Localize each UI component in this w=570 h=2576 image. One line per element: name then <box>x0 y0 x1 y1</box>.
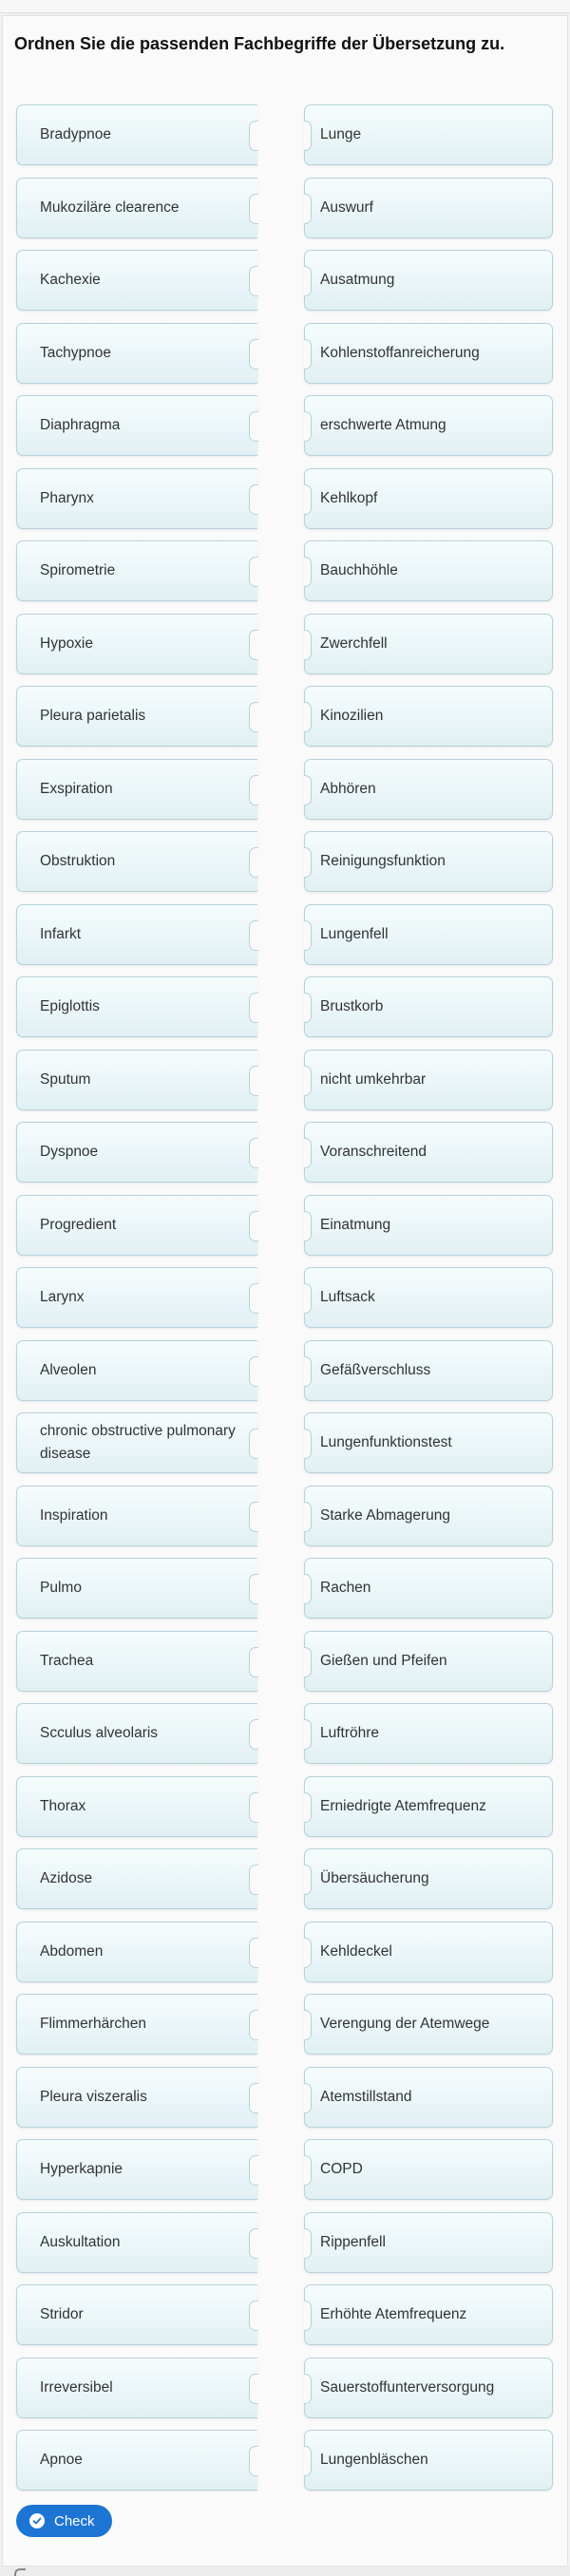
connector-plug <box>304 1283 312 1314</box>
translation-label: Gießen und Pfeifen <box>320 1652 447 1669</box>
connector-plug <box>304 194 312 224</box>
term-label: Pulmo <box>40 1580 82 1596</box>
translation-tile[interactable] <box>304 614 553 674</box>
term-tile[interactable] <box>16 2284 257 2345</box>
translation-label: Lunge <box>320 126 362 142</box>
connector-socket <box>249 1719 258 1750</box>
connector-socket <box>249 557 258 587</box>
connector-plug <box>304 1792 312 1823</box>
term-label: Hyperkapnie <box>40 2161 124 2177</box>
term-tile[interactable] <box>16 2212 257 2273</box>
translation-tile[interactable] <box>304 2067 553 2128</box>
connector-plug <box>304 1647 312 1677</box>
connector-plug <box>304 1211 312 1241</box>
translation-tile[interactable] <box>304 104 553 165</box>
term-label: Exspiration <box>40 780 113 797</box>
term-label: Epiglottis <box>40 998 100 1014</box>
connector-socket <box>249 630 258 660</box>
connector-socket <box>249 1574 258 1604</box>
connector-plug <box>304 920 312 951</box>
term-tile[interactable] <box>16 759 257 820</box>
connector-plug <box>304 1066 312 1096</box>
term-label: Progredient <box>40 1216 117 1233</box>
translation-label: Erniedrigte Atemfrequenz <box>320 1797 486 1814</box>
translation-tile[interactable] <box>304 1631 553 1692</box>
translation-label: Brustkorb <box>320 998 384 1014</box>
connector-plug <box>304 1865 312 1895</box>
connector-plug <box>304 2446 312 2476</box>
connector-plug <box>304 1138 312 1168</box>
translation-tile[interactable] <box>304 759 553 820</box>
connector-socket <box>249 411 258 442</box>
translation-tile[interactable] <box>304 1050 553 1110</box>
translation-label: Einatmung <box>320 1216 391 1233</box>
translation-tile[interactable] <box>304 2284 553 2345</box>
connector-socket <box>249 1792 258 1823</box>
connector-socket <box>249 1283 258 1314</box>
translation-tile[interactable] <box>304 1195 553 1256</box>
term-tile[interactable] <box>16 1195 257 1256</box>
term-label: Scculus alveolaris <box>40 1725 159 1741</box>
term-tile[interactable] <box>16 2358 257 2418</box>
translation-tile[interactable] <box>304 1848 553 1909</box>
connector-socket <box>249 2083 258 2113</box>
connector-socket <box>249 920 258 951</box>
translation-label: Ausatmung <box>320 272 395 288</box>
connector-plug <box>304 2301 312 2331</box>
term-label: Larynx <box>40 1289 85 1305</box>
translation-tile[interactable] <box>304 1486 553 1546</box>
connector-plug <box>304 411 312 442</box>
translation-tile[interactable] <box>304 2358 553 2418</box>
connector-plug <box>304 1938 312 1968</box>
connector-socket <box>249 702 258 732</box>
translation-label: Abhören <box>320 780 376 797</box>
connector-plug <box>304 1574 312 1604</box>
term-label: Irreversibel <box>40 2378 113 2396</box>
term-tile[interactable] <box>16 1340 257 1401</box>
translation-label: Lungenfell <box>320 925 389 942</box>
top-strip <box>0 0 570 13</box>
connector-plug <box>304 484 312 515</box>
term-tile[interactable] <box>16 178 257 238</box>
connector-plug <box>304 339 312 369</box>
term-tile[interactable] <box>16 1703 257 1764</box>
translation-tile[interactable] <box>304 1267 553 1328</box>
connector-plug <box>304 847 312 878</box>
translation-tile[interactable] <box>304 1994 553 2055</box>
term-label: Bradypnoe <box>40 126 111 142</box>
connector-socket <box>249 121 258 151</box>
connector-socket <box>249 1429 258 1459</box>
translation-label: Übersäucherung <box>320 1870 429 1886</box>
connector-socket <box>249 775 258 805</box>
scroll-indicator-icon <box>14 2568 26 2576</box>
term-label: Tachypnoe <box>40 344 111 361</box>
term-label: Diaphragma <box>40 417 121 433</box>
term-tile[interactable] <box>16 1050 257 1110</box>
term-tile[interactable] <box>16 2139 257 2200</box>
connector-socket <box>249 1066 258 1096</box>
connector-socket <box>249 2374 258 2404</box>
connector-plug <box>304 266 312 296</box>
term-tile[interactable] <box>16 323 257 384</box>
connector-plug <box>304 993 312 1023</box>
translation-label: Rippenfell <box>320 2233 386 2250</box>
term-tile[interactable] <box>16 1412 257 1473</box>
term-tile[interactable] <box>16 1848 257 1909</box>
term-label: Inspiration <box>40 1506 108 1524</box>
term-tile[interactable] <box>16 1994 257 2055</box>
translation-label: nicht umkehrbar <box>320 1070 427 1088</box>
term-tile[interactable] <box>16 1486 257 1546</box>
translation-label: Verengung der Atemwege <box>320 2016 490 2032</box>
translation-tile[interactable] <box>304 178 553 238</box>
connector-plug <box>304 2010 312 2040</box>
check-button[interactable] <box>16 2505 112 2537</box>
term-tile[interactable] <box>16 1122 257 1183</box>
term-tile[interactable] <box>16 831 257 892</box>
translation-label: Sauerstoffunterversorgung <box>320 2378 495 2396</box>
term-label: Dyspnoe <box>40 1144 99 1160</box>
term-tile[interactable] <box>16 395 257 456</box>
connector-socket <box>249 1356 258 1387</box>
exercise-title: Ordnen Sie die passenden Fachbegriffe der Übersetzung zu. <box>14 34 505 53</box>
translation-label: COPD <box>320 2161 363 2177</box>
translation-label: Erhöhte Atemfrequenz <box>320 2306 467 2322</box>
connector-socket <box>249 339 258 369</box>
translation-label: Kehldeckel <box>320 1942 392 1960</box>
translation-tile[interactable] <box>304 1703 553 1764</box>
term-label: Abdomen <box>40 1942 104 1960</box>
term-tile[interactable] <box>16 250 257 311</box>
connector-plug <box>304 2155 312 2186</box>
term-label: Thorax <box>40 1797 86 1814</box>
connector-plug <box>304 557 312 587</box>
term-label: Pleura parietalis <box>40 708 146 724</box>
translation-label: Gefäßverschluss <box>320 1361 431 1378</box>
translation-label: Kohlenstoffanreicherung <box>320 344 480 361</box>
translation-label: Lungenfunktionstest <box>320 1434 452 1450</box>
term-tile[interactable] <box>16 2067 257 2128</box>
connector-socket <box>249 2446 258 2476</box>
term-tile[interactable] <box>16 614 257 674</box>
translation-tile[interactable] <box>304 1412 553 1473</box>
connector-socket <box>249 1938 258 1968</box>
translation-label: Zwerchfell <box>320 635 388 652</box>
term-label: Pleura viszeralis <box>40 2088 147 2105</box>
term-label: Sputum <box>40 1070 91 1088</box>
term-label: Stridor <box>40 2306 84 2322</box>
translation-tile[interactable] <box>304 1776 553 1837</box>
translation-label: Luftsack <box>320 1289 375 1305</box>
term-label: Obstruktion <box>40 853 116 869</box>
translation-tile[interactable] <box>304 1122 553 1183</box>
connector-socket <box>249 1138 258 1168</box>
check-circle-icon <box>29 2513 45 2529</box>
translation-label: Luftröhre <box>320 1725 380 1741</box>
connector-socket <box>249 2010 258 2040</box>
connector-plug <box>304 2083 312 2113</box>
term-tile[interactable] <box>16 1558 257 1619</box>
term-label: Azidose <box>40 1870 93 1886</box>
translation-tile[interactable] <box>304 976 553 1037</box>
connector-socket <box>249 2301 258 2331</box>
term-label: Pharynx <box>40 489 94 506</box>
translation-label: Kinozilien <box>320 708 384 724</box>
term-label: Kachexie <box>40 272 101 288</box>
translation-tile[interactable] <box>304 686 553 747</box>
connector-socket <box>249 484 258 515</box>
term-label: Spirometrie <box>40 562 116 578</box>
connector-plug <box>304 121 312 151</box>
translation-label: Reinigungsfunktion <box>320 853 446 869</box>
translation-label: Atemstillstand <box>320 2088 412 2105</box>
connector-socket <box>249 2155 258 2186</box>
translation-tile[interactable] <box>304 2430 553 2491</box>
translation-label: Starke Abmagerung <box>320 1506 451 1524</box>
bottom-bar <box>0 2567 570 2576</box>
term-tile[interactable] <box>16 976 257 1037</box>
term-tile[interactable] <box>16 540 257 601</box>
translation-label: Rachen <box>320 1580 371 1596</box>
term-tile[interactable] <box>16 686 257 747</box>
term-tile[interactable] <box>16 2430 257 2491</box>
connector-socket <box>249 1502 258 1532</box>
term-label: Hypoxie <box>40 635 93 652</box>
translation-tile[interactable] <box>304 2139 553 2200</box>
term-tile[interactable] <box>16 1776 257 1837</box>
connector-socket <box>249 266 258 296</box>
connector-plug <box>304 1356 312 1387</box>
translation-tile[interactable] <box>304 904 553 965</box>
connector-socket <box>249 993 258 1023</box>
term-label: chronic obstructive pulmonary disease <box>40 1423 236 1462</box>
translation-tile[interactable] <box>304 1922 553 1982</box>
connector-socket <box>249 847 258 878</box>
translation-label: Auswurf <box>320 199 373 216</box>
term-label: Auskultation <box>40 2233 121 2250</box>
check-button-label: Check <box>54 2512 95 2529</box>
translation-label: Kehlkopf <box>320 489 378 506</box>
connector-plug <box>304 1502 312 1532</box>
term-label: Alveolen <box>40 1361 97 1378</box>
translation-label: Voranschreitend <box>320 1144 428 1160</box>
translation-label: Lungenbläschen <box>320 2452 428 2468</box>
connector-plug <box>304 630 312 660</box>
term-tile[interactable] <box>16 468 257 529</box>
term-label: Trachea <box>40 1652 94 1669</box>
term-label: Infarkt <box>40 925 82 942</box>
term-label: Mukoziläre clearence <box>40 199 180 216</box>
connector-socket <box>249 2228 258 2259</box>
term-tile[interactable] <box>16 904 257 965</box>
connector-plug <box>304 775 312 805</box>
translation-label: Bauchhöhle <box>320 562 398 578</box>
translation-tile[interactable] <box>304 395 553 456</box>
translation-label: erschwerte Atmung <box>320 417 446 433</box>
connector-socket <box>249 1647 258 1677</box>
connector-socket <box>249 194 258 224</box>
connector-plug <box>304 2374 312 2404</box>
connector-socket <box>249 1211 258 1241</box>
translation-tile[interactable] <box>304 250 553 311</box>
connector-socket <box>249 1865 258 1895</box>
translation-tile[interactable] <box>304 2212 553 2273</box>
translation-tile[interactable] <box>304 1340 553 1401</box>
term-label: Apnoe <box>40 2452 83 2468</box>
term-tile[interactable] <box>16 104 257 165</box>
term-tile[interactable] <box>16 1267 257 1328</box>
translation-tile[interactable] <box>304 1558 553 1619</box>
connector-plug <box>304 1429 312 1459</box>
translation-tile[interactable] <box>304 323 553 384</box>
connector-plug <box>304 1719 312 1750</box>
translation-tile[interactable] <box>304 831 553 892</box>
term-tile[interactable] <box>16 1631 257 1692</box>
connector-plug <box>304 702 312 732</box>
term-tile[interactable] <box>16 1922 257 1982</box>
translation-tile[interactable] <box>304 468 553 529</box>
translation-tile[interactable] <box>304 540 553 601</box>
connector-plug <box>304 2228 312 2259</box>
term-label: Flimmerhärchen <box>40 2016 146 2032</box>
